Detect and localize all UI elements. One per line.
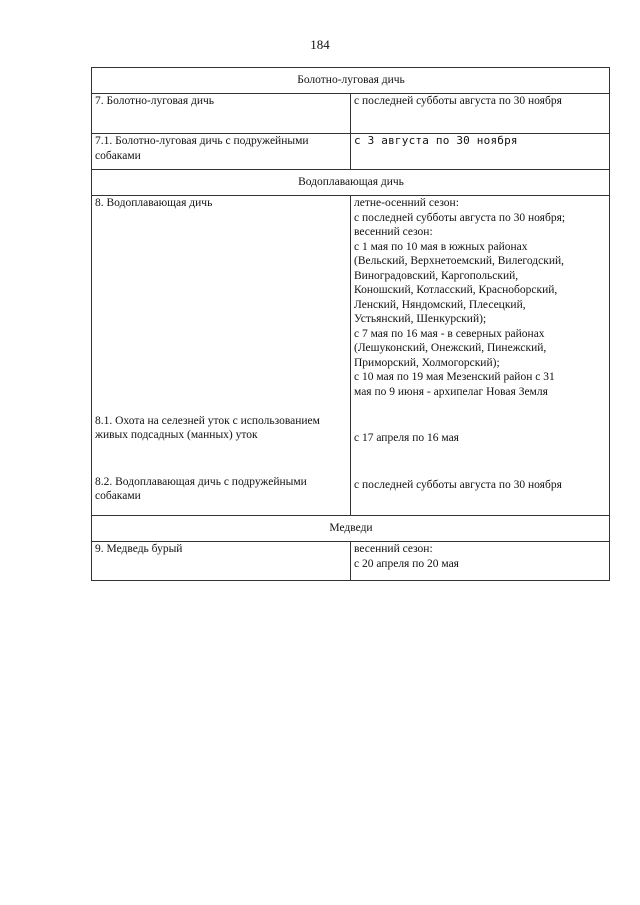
species-cell bbox=[92, 542, 351, 581]
table-row bbox=[92, 94, 610, 134]
season-line: летне-осенний сезон: bbox=[354, 197, 459, 209]
season-line: Ленский, Няндомский, Плесецкий, bbox=[354, 298, 526, 311]
section-header-row bbox=[92, 516, 610, 542]
season-text: с 17 апреля по 16 мая bbox=[354, 432, 459, 444]
species-name: 9. Медведь бурый bbox=[95, 543, 183, 555]
season-line: весенний сезон: bbox=[354, 543, 433, 555]
season-line: мая по 9 июня - архипелаг Новая Земля bbox=[354, 385, 548, 398]
species-cell bbox=[92, 134, 351, 170]
season-lines bbox=[354, 196, 607, 399]
season-line: с 20 апреля по 20 мая bbox=[354, 557, 459, 570]
species-name-line: живых подсадных (манных) уток bbox=[95, 429, 258, 441]
season-line: (Лешуконский, Онежский, Пинежский, bbox=[354, 342, 547, 354]
season-text: с последней субботы августа по 30 ноября bbox=[354, 95, 562, 107]
season-cell bbox=[351, 94, 610, 134]
species-name-line: собаками bbox=[95, 490, 141, 502]
section-title-bog-game: Болотно-луговая дичь bbox=[92, 68, 610, 94]
species-name: 8. Водоплавающая дичь bbox=[95, 197, 213, 209]
season-text: с 3 августа по 30 ноября bbox=[354, 134, 518, 147]
species-name: 7. Болотно-луговая дичь bbox=[95, 95, 215, 107]
hunting-seasons-table bbox=[91, 67, 610, 581]
species-cell bbox=[92, 196, 351, 516]
table-row bbox=[92, 134, 610, 170]
species-name-line: 7.1. Болотно-луговая дичь с подружейными bbox=[95, 135, 309, 147]
season-line: Коношский, Котласский, Красноборский, bbox=[354, 284, 558, 296]
season-cell bbox=[351, 196, 610, 516]
table-row bbox=[92, 542, 610, 581]
season-line: Приморский, Холмогорский); bbox=[354, 356, 500, 369]
section-title-bears: Медведи bbox=[92, 516, 610, 542]
page-number: 184 bbox=[310, 37, 330, 52]
section-header-row bbox=[92, 170, 610, 196]
table-row bbox=[92, 196, 610, 516]
season-text: с последней субботы августа по 30 ноября bbox=[354, 478, 562, 491]
season-line: весенний сезон: bbox=[354, 226, 433, 238]
season-line: с последней субботы августа по 30 ноября; bbox=[354, 211, 566, 224]
species-cell bbox=[92, 94, 351, 134]
season-cell bbox=[351, 134, 610, 170]
species-name-line: 8.2. Водоплавающая дичь с подружейными bbox=[95, 475, 307, 488]
season-cell bbox=[351, 542, 610, 581]
species-name-line: собаками bbox=[95, 149, 141, 162]
season-line: с 1 мая по 10 мая в южных районах bbox=[354, 240, 528, 253]
section-title-waterfowl: Водоплавающая дичь bbox=[92, 170, 610, 196]
season-line: с 7 мая по 16 мая - в северных районах bbox=[354, 327, 545, 340]
season-line: с 10 мая по 19 мая Мезенский район с 31 bbox=[354, 371, 555, 383]
season-line: Устьянский, Шенкурский); bbox=[354, 313, 487, 325]
species-name-line: 8.1. Охота на селезней уток с использованием bbox=[95, 414, 320, 427]
season-line: (Вельский, Верхнетоемский, Вилегодский, bbox=[354, 255, 565, 267]
season-line: Виноградовский, Каргопольский, bbox=[354, 269, 519, 282]
section-header-row bbox=[92, 68, 610, 94]
